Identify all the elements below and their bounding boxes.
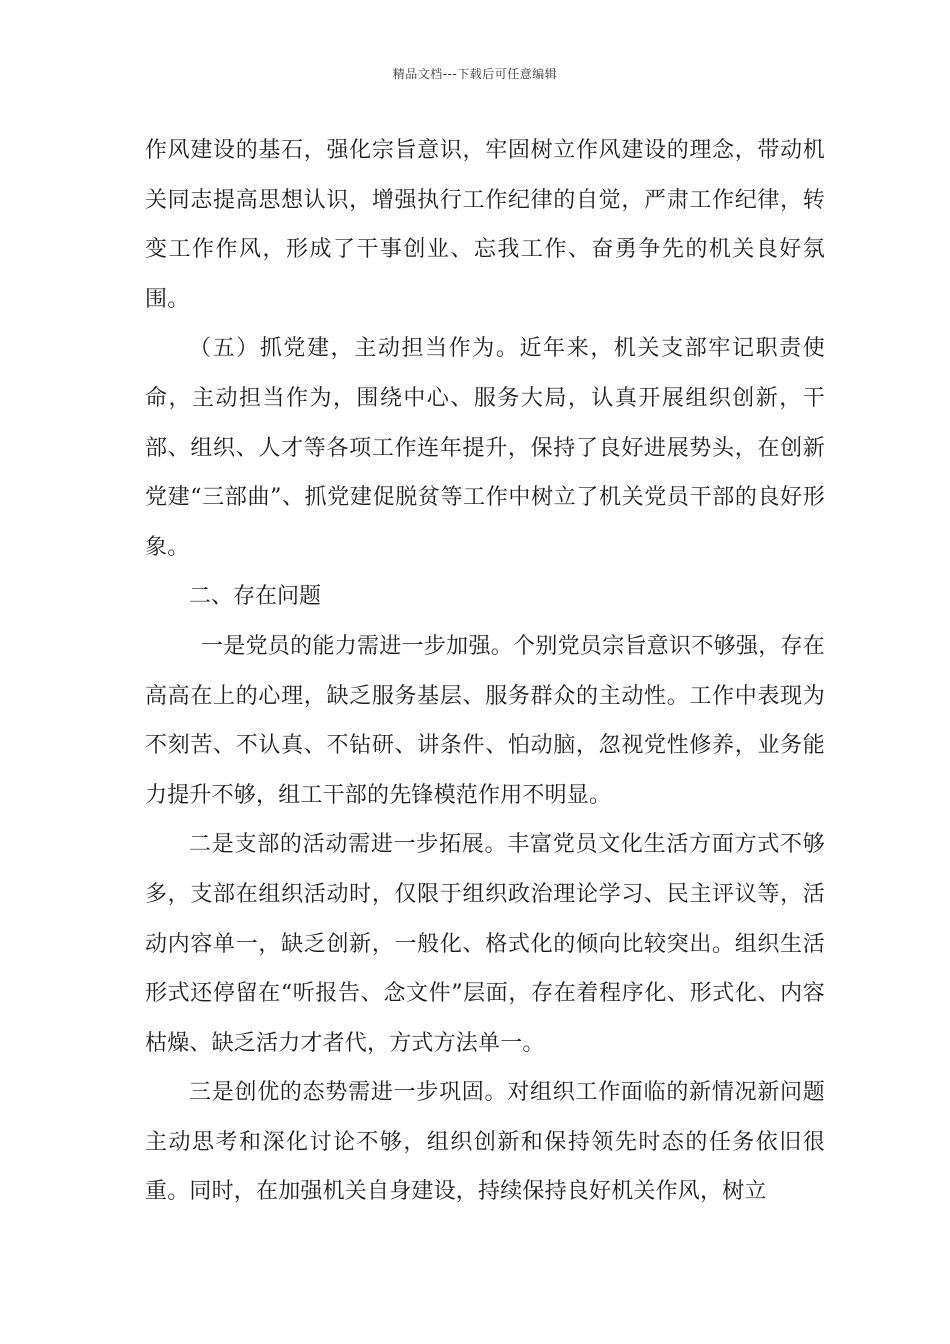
paragraph-problem-one: 一是党员的能力需进一步加强。个别党员宗旨意识不够强，存在高高在上的心理，缺乏服务基层、服务群众的主动性。工作中表现为不刻苦、不认真、不钻研、讲条件、怕动脑，忽视党性修养，业务能力提升不够，组工干部的先锋模范作用不明显。 (145, 633, 825, 808)
paragraph-party-building: （五）抓党建，主动担当作为。近年来，机关支部牢记职责使命，主动担当作为，围绕中心、服务大局，认真开展组织创新，干部、组织、人才等各项工作连年提升，保持了良好进展势头，在创新党建“三部曲”、抓党建促脱贫等工作中树立了机关党员干部的良好形象。 (145, 336, 825, 560)
paragraph-continuation: 作风建设的基石，强化宗旨意识，牢固树立作风建设的理念，带动机关同志提高思想认识，增强执行工作纪律的自觉，严肃工作纪律，转变工作作风，形成了干事创业、忘我工作、奋勇争先的机关良好氛围。 (145, 138, 825, 312)
paragraph-problem-two: 二是支部的活动需进一步拓展。丰富党员文化生活方面方式不够多，支部在组织活动时，仅限于组织政治理论学习、民主评议等，活动内容单一，缺乏创新，一般化、格式化的倾向比较突出。组织生活形式还停留在“听报告、念文件”层面，存在着程序化、形式化、内容枯燥、缺乏活力才者代，方式方法单一。 (145, 832, 825, 1056)
page-header: 精品文档---下载后可任意编辑 (392, 67, 558, 81)
document-body (145, 126, 825, 1217)
section-heading-problems: 二、存在问题 (189, 584, 322, 610)
paragraph-problem-three: 三是创优的态势需进一步巩固。对组织工作面临的新情况新问题主动思考和深化讨论不够，组织创新和保持领先时态的任务依旧很重。同时，在加强机关自身建设，持续保持良好机关作风，树立 (145, 1080, 825, 1205)
